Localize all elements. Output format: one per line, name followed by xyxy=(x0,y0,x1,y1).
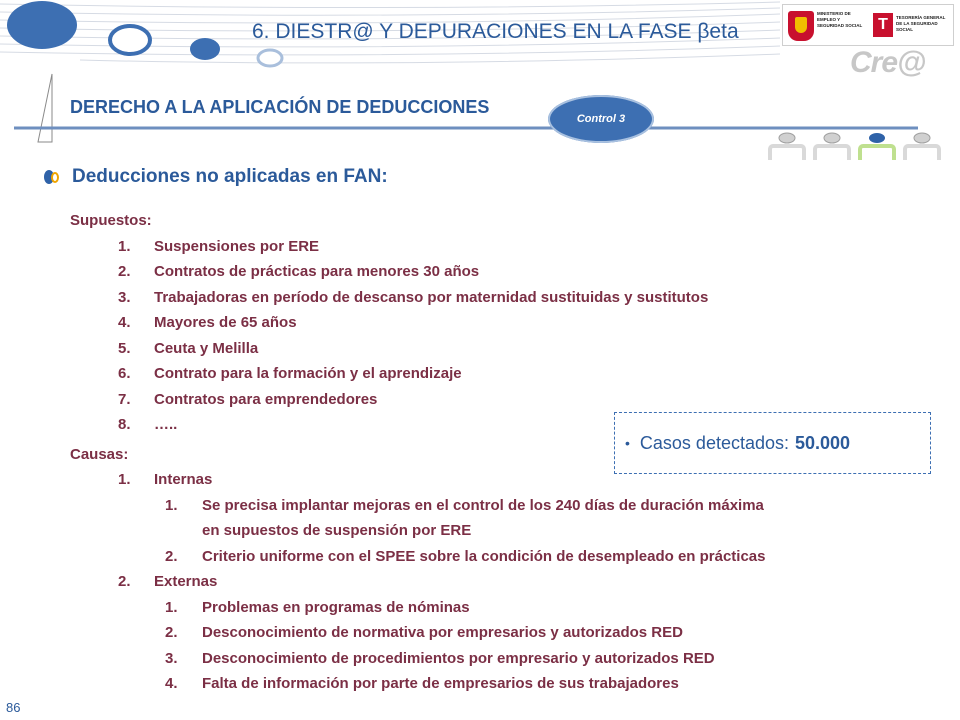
list-item-externas: 2. Externas xyxy=(118,573,218,590)
control-badge xyxy=(548,95,654,143)
internas-list xyxy=(70,493,910,570)
header-circle-large xyxy=(7,1,77,49)
list-item: en supuestos de suspensión por ERE xyxy=(202,522,472,539)
header-circle-outline xyxy=(110,26,150,54)
list-item: 2. Desconocimiento de normativa por empresarios y autorizados RED xyxy=(165,624,683,641)
progress-dot-3 xyxy=(869,133,885,143)
externas-list xyxy=(70,595,910,697)
header-triangle xyxy=(38,74,52,142)
control-badge-label: Control 3 xyxy=(576,113,626,125)
list-item: 6. Contrato para la formación y el aprendizaje xyxy=(118,365,462,382)
header-circle-small xyxy=(190,38,220,60)
section-heading-row xyxy=(42,166,388,188)
callout-label: Casos detectados: xyxy=(639,432,789,453)
causas-list-externas xyxy=(70,569,910,595)
ministry-logo-text: MINISTERIO DE EMPLEO Y SEGURIDAD SOCIAL xyxy=(817,11,863,28)
list-item: 8. ….. xyxy=(118,416,178,433)
progress-dot-2 xyxy=(824,133,840,143)
list-item: 1. Suspensiones por ERE xyxy=(118,237,320,255)
causas-label: Causas: xyxy=(70,445,129,463)
progress-box-1 xyxy=(770,146,804,160)
page-title: 6. DIESTR@ Y DEPURACIONES EN LA FASE βeta xyxy=(252,20,739,43)
cases-detected-callout xyxy=(614,412,931,474)
list-item: 4. Mayores de 65 años xyxy=(118,314,297,331)
progress-indicator xyxy=(770,133,939,160)
progress-dot-1 xyxy=(779,133,795,143)
supuestos-list xyxy=(70,234,910,438)
list-item: 2. Contratos de prácticas para menores 30 años xyxy=(118,263,480,280)
list-item: 3. Trabajadoras en período de descanso por maternidad sustituidas y sustitutos xyxy=(118,288,709,306)
callout-bullet: • xyxy=(625,435,630,451)
page-number: 86 xyxy=(6,700,21,715)
brand-logo: Cre@ xyxy=(850,46,926,79)
tgss-logo xyxy=(871,7,953,43)
progress-box-2 xyxy=(815,146,849,160)
bullet-icon xyxy=(42,168,62,186)
ministry-logo xyxy=(785,7,867,43)
progress-box-4 xyxy=(905,146,939,160)
page-subtitle: DERECHO A LA APLICACIÓN DE DEDUCCIONES xyxy=(70,97,490,117)
list-item: 2. Criterio uniforme con el SPEE sobre la condición de desempleado en prácticas xyxy=(165,547,766,565)
institution-logos xyxy=(782,4,954,46)
list-item: 5. Ceuta y Melilla xyxy=(118,339,259,357)
section-heading: Deducciones no aplicadas en FAN: xyxy=(72,166,388,187)
list-item: 7. Contratos para emprendedores xyxy=(118,390,378,408)
callout-value: 50.000 xyxy=(795,432,851,453)
list-item-internas: 1. Internas xyxy=(118,471,213,488)
tgss-mark-icon: T xyxy=(873,13,893,37)
list-item: 1. Se precisa implantar mejoras en el control de los 240 días de duración máxima xyxy=(165,496,764,514)
list-item: 4. Falta de información por parte de empresarios de sus trabajadores xyxy=(165,675,679,692)
list-item: 1. Problemas en programas de nóminas xyxy=(165,598,470,616)
progress-box-3 xyxy=(860,146,894,160)
header-circle-tiny xyxy=(258,50,282,66)
supuestos-label: Supuestos: xyxy=(70,212,152,229)
coat-of-arms-icon xyxy=(788,11,814,41)
list-item: 3. Desconocimiento de procedimientos por empresario y autorizados RED xyxy=(165,649,715,667)
tgss-logo-text: TESORERÍA GENERAL DE LA SEGURIDAD SOCIAL xyxy=(896,15,946,32)
progress-dot-4 xyxy=(914,133,930,143)
